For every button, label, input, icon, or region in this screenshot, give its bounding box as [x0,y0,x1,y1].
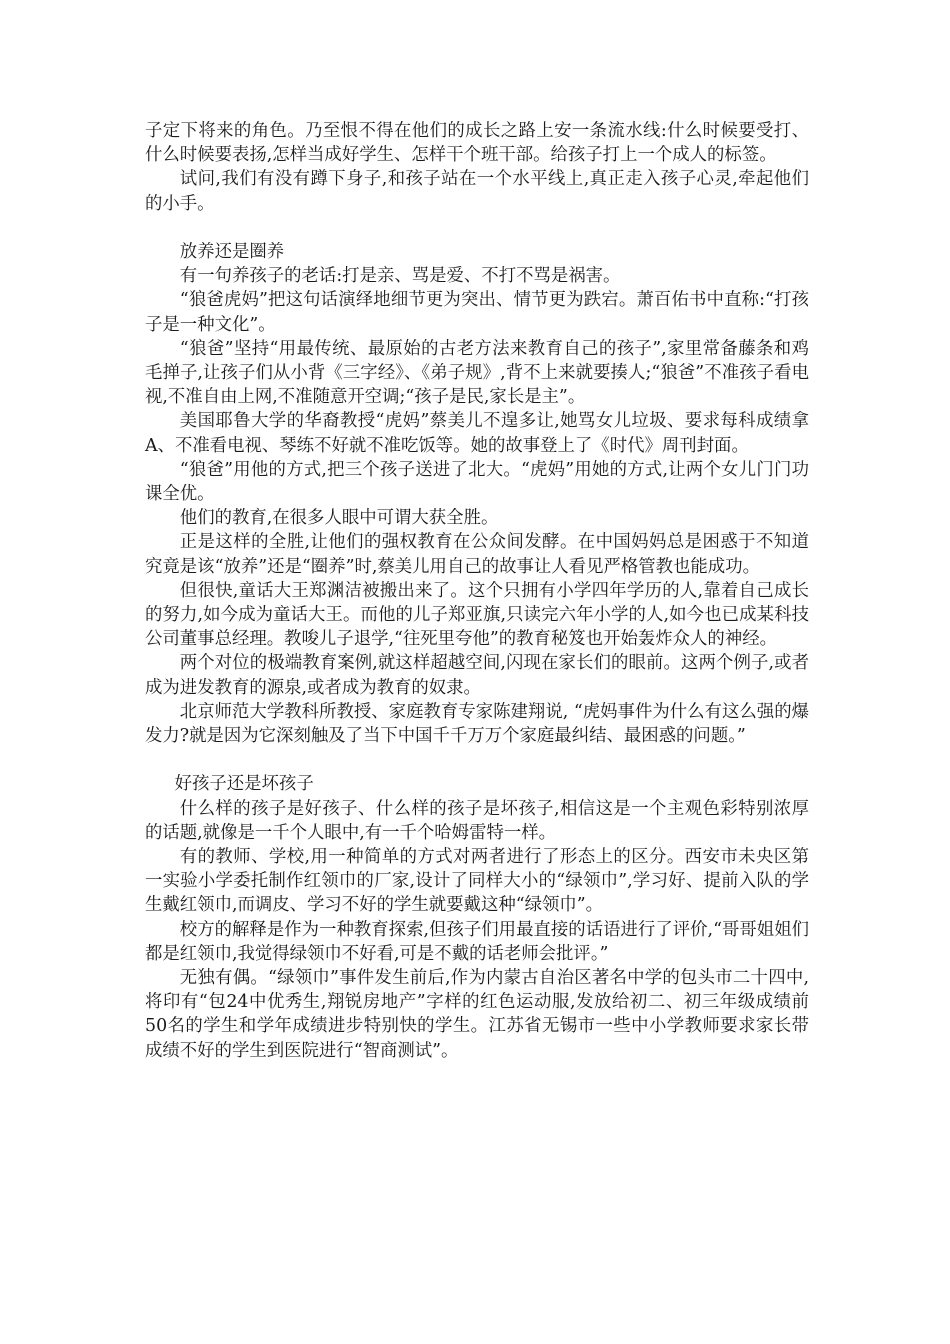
paragraph: 校方的解释是作为一种教育探索,但孩子们用最直接的话语进行了评价,“哥哥姐姐们都是红领巾,我觉得绿领巾不好看,可是不戴的话老师会批评。” [145,919,809,964]
paragraph: “狼爸”坚持“用最传统、最原始的古老方法来教育自己的孩子”,家里常备藤条和鸡毛掸子,让孩子们从小背《三字经》、《弟子规》,背不上来就要揍人;“狼爸”不准孩子看电视,不准自由上网,不准随意开空调;“孩子是民,家长是主”。 [145,338,809,408]
paragraph: 美国耶鲁大学的华裔教授“虎妈”蔡美儿不遑多让,她骂女儿垃圾、要求每科成绩拿A、不准看电视、琴练不好就不准吃饭等。她的故事登上了《时代》周刊封面。 [145,411,809,456]
paragraph: 什么样的孩子是好孩子、什么样的孩子是坏孩子,相信这是一个主观色彩特别浓厚的话题,就像是一千个人眼中,有一千个哈姆雷特一样。 [145,798,809,843]
section-heading-1: 放养还是圈养 [179,242,285,262]
blank-line [145,216,809,240]
paragraph: 两个对位的极端教育案例,就这样超越空间,闪现在家长们的眼前。这两个例子,或者成为进发教育的源泉,或者成为教育的奴隶。 [145,653,809,698]
paragraph: 子定下将来的角色。乃至恨不得在他们的成长之路上安一条流水线:什么时候要受打、什么时候要表扬,怎样当成好学生、怎样干个班干部。给孩子打上一个成人的标签。 [145,121,809,166]
document-page [145,119,809,1063]
paragraph: 但很快,童话大王郑渊洁被搬出来了。这个只拥有小学四年学历的人,靠着自己成长的努力,如今成为童话大王。而他的儿子郑亚旗,只读完六年小学的人,如今也已成某科技公司董事总经理。教唆儿子退学,“往死里夸他”的教育秘笈也开始轰炸众人的神经。 [145,580,809,650]
paragraph: 试问,我们有没有蹲下身子,和孩子站在一个水平线上,真正走入孩子心灵,牵起他们的小手。 [145,169,809,214]
blank-line [145,748,809,772]
paragraph: 无独有偶。“绿领巾”事件发生前后,作为内蒙古自治区著名中学的包头市二十四中,将印有“包24中优秀生,翔锐房地产”字样的红色运动服,发放给初二、初三年级成绩前50名的学生和学年成绩进步特别快的学生。江苏省无锡市一些中小学教师要求家长带成绩不好的学生到医院进行“智商测试”。 [145,968,809,1061]
section-heading-2: 好孩子还是坏孩子 [174,774,314,795]
paragraph: 正是这样的全胜,让他们的强权教育在公众间发酵。在中国妈妈总是困惑于不知道究竟是该“放养”还是“圈养”时,蔡美儿用自己的故事让人看见严格管教也能成功。 [145,532,809,577]
paragraph: 北京师范大学教科所教授、家庭教育专家陈建翔说, “虎妈事件为什么有这么强的爆发力?就是因为它深刻触及了当下中国千千万万个家庭最纠结、最困惑的问题。” [145,701,809,747]
paragraph: 有的教师、学校,用一种简单的方式对两者进行了形态上的区分。西安市未央区第一实验小学委托制作红领巾的厂家,设计了同样大小的“绿领巾”,学习好、提前入队的学生戴红领巾,而调皮、学习不好的学生就要戴这种“绿领巾”。 [145,847,809,916]
paragraph: “狼爸虎妈”把这句话演绎地细节更为突出、情节更为跌宕。萧百佑书中直称:“打孩子是一种文化”。 [145,290,809,335]
paragraph: 他们的教育,在很多人眼中可谓大获全胜。 [179,508,499,529]
paragraph: “狼爸”用他的方式,把三个孩子送进了北大。“虎妈”用她的方式,让两个女儿门门功课全优。 [145,459,809,505]
paragraph: 有一句养孩子的老话:打是亲、骂是爱、不打不骂是祸害。 [179,266,621,287]
